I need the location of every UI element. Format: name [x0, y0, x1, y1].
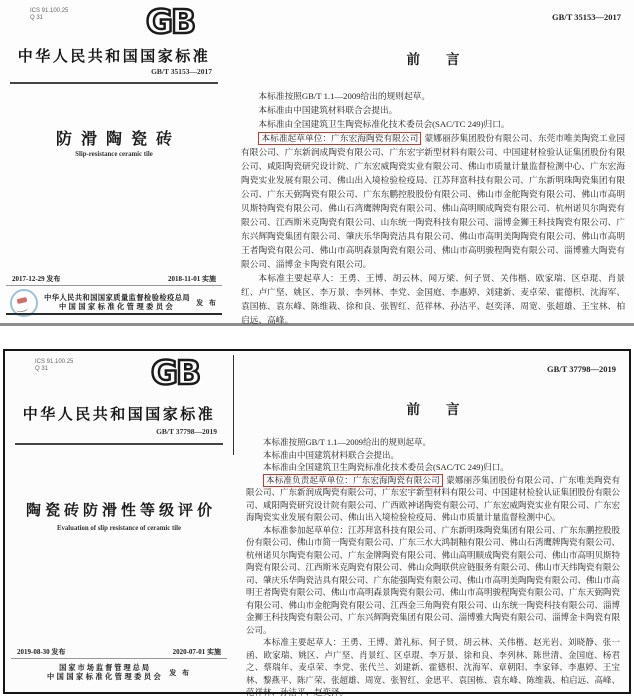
- publisher-line2: 中国国家标准化管理委员会: [46, 673, 164, 681]
- seal-arc: [16, 305, 29, 313]
- drafting-units-paragraph: [241, 131, 625, 271]
- ics-code: ICS 91.100.25: [30, 8, 69, 14]
- ics-classification: [30, 8, 68, 22]
- standard-doc-35153: [0, 0, 634, 326]
- publisher-name: [47, 664, 163, 682]
- foreword-para-rules: 本标准按照GB/T 1.1—2009给出的规则起草。: [263, 437, 431, 447]
- implement-date: 2020-07-01 实施: [172, 648, 221, 656]
- highlighted-drafting-unit: 本标准起草单位：广东宏海陶瓷有限公司: [258, 132, 421, 145]
- issue-date: 2017-12-29 发布: [12, 275, 61, 283]
- publish-label: 发 布: [169, 669, 191, 677]
- cover-bottom-rule: [6, 313, 222, 315]
- standard-title: 防滑陶瓷砖: [55, 131, 181, 148]
- publisher-line1: 国家市场监督管理总局: [59, 664, 152, 672]
- foreword-para-committee: 本标准由全国建筑卫生陶瓷标准化技术委员会(SAC/TC 249)归口。: [258, 119, 510, 129]
- drafters-paragraph: 本标准主要起草人：王勇、王博、胡云林、闻万梁、何子贤、关伟楷、欧家瑞、区卓琨、肖景红、卢广坚、姚区、李万景、李列林、李党、金国庭、李惠婷、刘建新、麦卓荣、霍德枳、沈海军、袁国栋、袁东峰、陈维栽、徐和良、张智红、范祥林、孙洁平、赵奕泽、周宽、张超雄、王宝林、柏启远、高峰。: [241, 273, 625, 325]
- standard-title: 陶瓷砖防滑性等级评价: [25, 503, 216, 519]
- publish-label: 发 布: [196, 299, 218, 307]
- responsible-units-paragraph: [246, 474, 620, 524]
- cover-rule: [15, 443, 223, 445]
- participating-units-paragraph: 本标准参加起草单位：江苏拜富科技有限公司、广东新明珠陶瓷集团有限公司、广东东鹏控股股份有限公司、佛山市简一陶瓷有限公司、广东三水大鸿制釉有限公司、佛山石湾鹰牌陶瓷有限公司、杭州诺贝尔陶瓷有限公司、广东金牌陶瓷有限公司、佛山高明顺成陶瓷有限公司、佛山市高明贝斯特陶瓷有限公司、江西斯米克陶瓷有限公司、佛山众陶联供应链服务有限公司、佛山市天纬陶瓷有限公司、肇庆乐华陶瓷洁具有限公司、广东能强陶瓷有限公司、佛山市高明美陶陶瓷有限公司、佛山市高明王者陶瓷有限公司、佛山市高明森景陶瓷有限公司、佛山市高明骏程陶瓷有限公司、广东天弼陶瓷有限公司、佛山市金舵陶瓷有限公司、江西金三角陶瓷有限公司、山东统一陶瓷科技有限公司、淄博金狮王科技陶瓷有限公司、广东兴辉陶瓷集团有限公司、淄博雅大陶瓷有限公司、淄博金卡陶瓷有限公司。: [246, 524, 621, 635]
- page-edge-line: [233, 355, 234, 455]
- gb-logo-icon: GB: [145, 2, 195, 41]
- foreword-body: [241, 89, 625, 327]
- drafters-paragraph: 本标准主要起草人：王勇、王博、萧礼标、何子贤、胡云林、关伟楷、赵光岩、刘晓静、张一函、欧家瑞、姚区、卢广坚、肖景红、区卓琨、李万景、徐和良、李列林、陈世清、金国庭、杨君之、蔡瑞年、麦卓荣、李党、张代兰、刘建新、霍德枳、沈海军、章朝阳、李家铎、李惠婷、王宝林、黎燕平、陈广荣、张超雄、周宽、张智红、金思平、袁国栋、袁东峰、陈维栽、柏启远、高峰、范祥林、孙洁平、赵奕泽。: [246, 637, 621, 697]
- publisher-line2: 中国国家标准化管理委员会: [58, 303, 176, 311]
- drafting-units-list: 蒙娜丽莎集团股份有限公司、东莞市唯美陶瓷工业园有限公司、广东新润成陶瓷有限公司、广东宏宇新型材料有限公司、中国建材检验认证集团股份有限公司、咸阳陶瓷研究设计院、广东宏威陶瓷实业有限公司、佛山市质量计量监督检测中心、广东宏海陶瓷实业发展有限公司、佛山出入境检验检疫局、江苏拜富科技有限公司、广东新明珠陶瓷集团有限公司、广东天弼陶瓷有限公司、广东东鹏控股股份有限公司、佛山市金舵陶瓷有限公司、佛山市高明贝斯特陶瓷有限公司、佛山石湾鹰牌陶瓷有限公司、佛山高明顺成陶瓷有限公司、杭州诺贝尔陶瓷有限公司、江西斯米克陶瓷有限公司、山东统一陶瓷科技有限公司、淄博金狮王科技陶瓷有限公司、广东兴辉陶瓷集团有限公司、肇庆乐华陶瓷洁具有限公司、佛山市高明美陶陶瓷有限公司、佛山市高明王者陶瓷有限公司、佛山市高明森景陶瓷有限公司、佛山市高明骏程陶瓷有限公司、淄博雅大陶瓷有限公司、淄博金卡陶瓷有限公司。: [241, 133, 626, 269]
- issue-date: 2019-08-30 发布: [17, 648, 66, 656]
- publisher-row: [13, 664, 225, 682]
- dates-row: [17, 647, 221, 657]
- standard-title-english: Slip-resistance ceramic tile: [75, 151, 153, 158]
- doc2-foreword-page: [233, 351, 629, 697]
- foreword-title: 前言: [406, 402, 486, 417]
- cover-rule: [10, 82, 218, 84]
- page-header-code: GB/T 37798—2019: [546, 364, 616, 374]
- ics-class: Q 31: [30, 15, 44, 21]
- seal-mark: [17, 297, 28, 304]
- gb-logo-icon: GB: [150, 353, 200, 392]
- foreword-body: [246, 436, 620, 699]
- dates-row: [12, 274, 216, 284]
- ics-class: Q 31: [35, 366, 49, 372]
- page-header-code: GB/T 35153—2017: [551, 12, 621, 22]
- image-gap: [0, 326, 634, 349]
- standard-title-english: Evaluation of slip resistance of ceramic tile: [56, 525, 182, 532]
- foreword-para-proposer: 本标准由中国建筑材料联合会提出。: [263, 449, 400, 460]
- doc1-cover-page: [0, 0, 228, 323]
- foreword-para-committee: 本标准由全国建筑卫生陶瓷标准化技术委员会(SAC/TC 249)归口。: [263, 462, 509, 472]
- publisher-name: [44, 294, 190, 312]
- ics-classification: [35, 359, 73, 373]
- national-standard-heading: 中华人民共和国国家标准: [22, 407, 216, 423]
- foreword-para-proposer: 本标准由中国建筑材料联合会提出。: [258, 105, 398, 115]
- publisher-line1: 中华人民共和国国家质量监督检验检疫总局: [44, 294, 191, 302]
- dates-rule: [11, 658, 227, 659]
- national-standard-heading: 中华人民共和国国家标准: [17, 49, 211, 65]
- doc1-foreword-page: [228, 0, 634, 323]
- standard-code: GB/T 37798—2019: [156, 427, 217, 436]
- standard-code: GB/T 35153—2017: [151, 67, 212, 76]
- highlighted-responsible-unit: 本标准负责起草单位：广东宏海陶瓷有限公司: [263, 474, 443, 487]
- foreword-para-rules: 本标准按照GB/T 1.1—2009给出的规则起草。: [258, 91, 431, 101]
- ics-code: ICS 91.100.25: [35, 359, 74, 365]
- responsible-units-list: 蒙娜丽莎集团股份有限公司、广东唯美陶瓷有限公司、广东新润成陶瓷有限公司、广东宏宇新型材料有限公司、中国建材检验认证集团股份有限公司、咸阳陶瓷研究设计院有限公司、广西欧神诺陶瓷有限公司、广东宏威陶瓷实业有限公司、广东宏海陶瓷实业发展有限公司、佛山出入境检验检疫局、佛山市质量计量监督检测中心。: [246, 474, 621, 522]
- implement-date: 2018-11-01 实施: [167, 275, 216, 283]
- doc2-cover-page: [5, 351, 233, 692]
- foreword-title: 前言: [406, 52, 486, 67]
- standard-doc-37798: [3, 349, 631, 697]
- dates-rule: [6, 285, 222, 286]
